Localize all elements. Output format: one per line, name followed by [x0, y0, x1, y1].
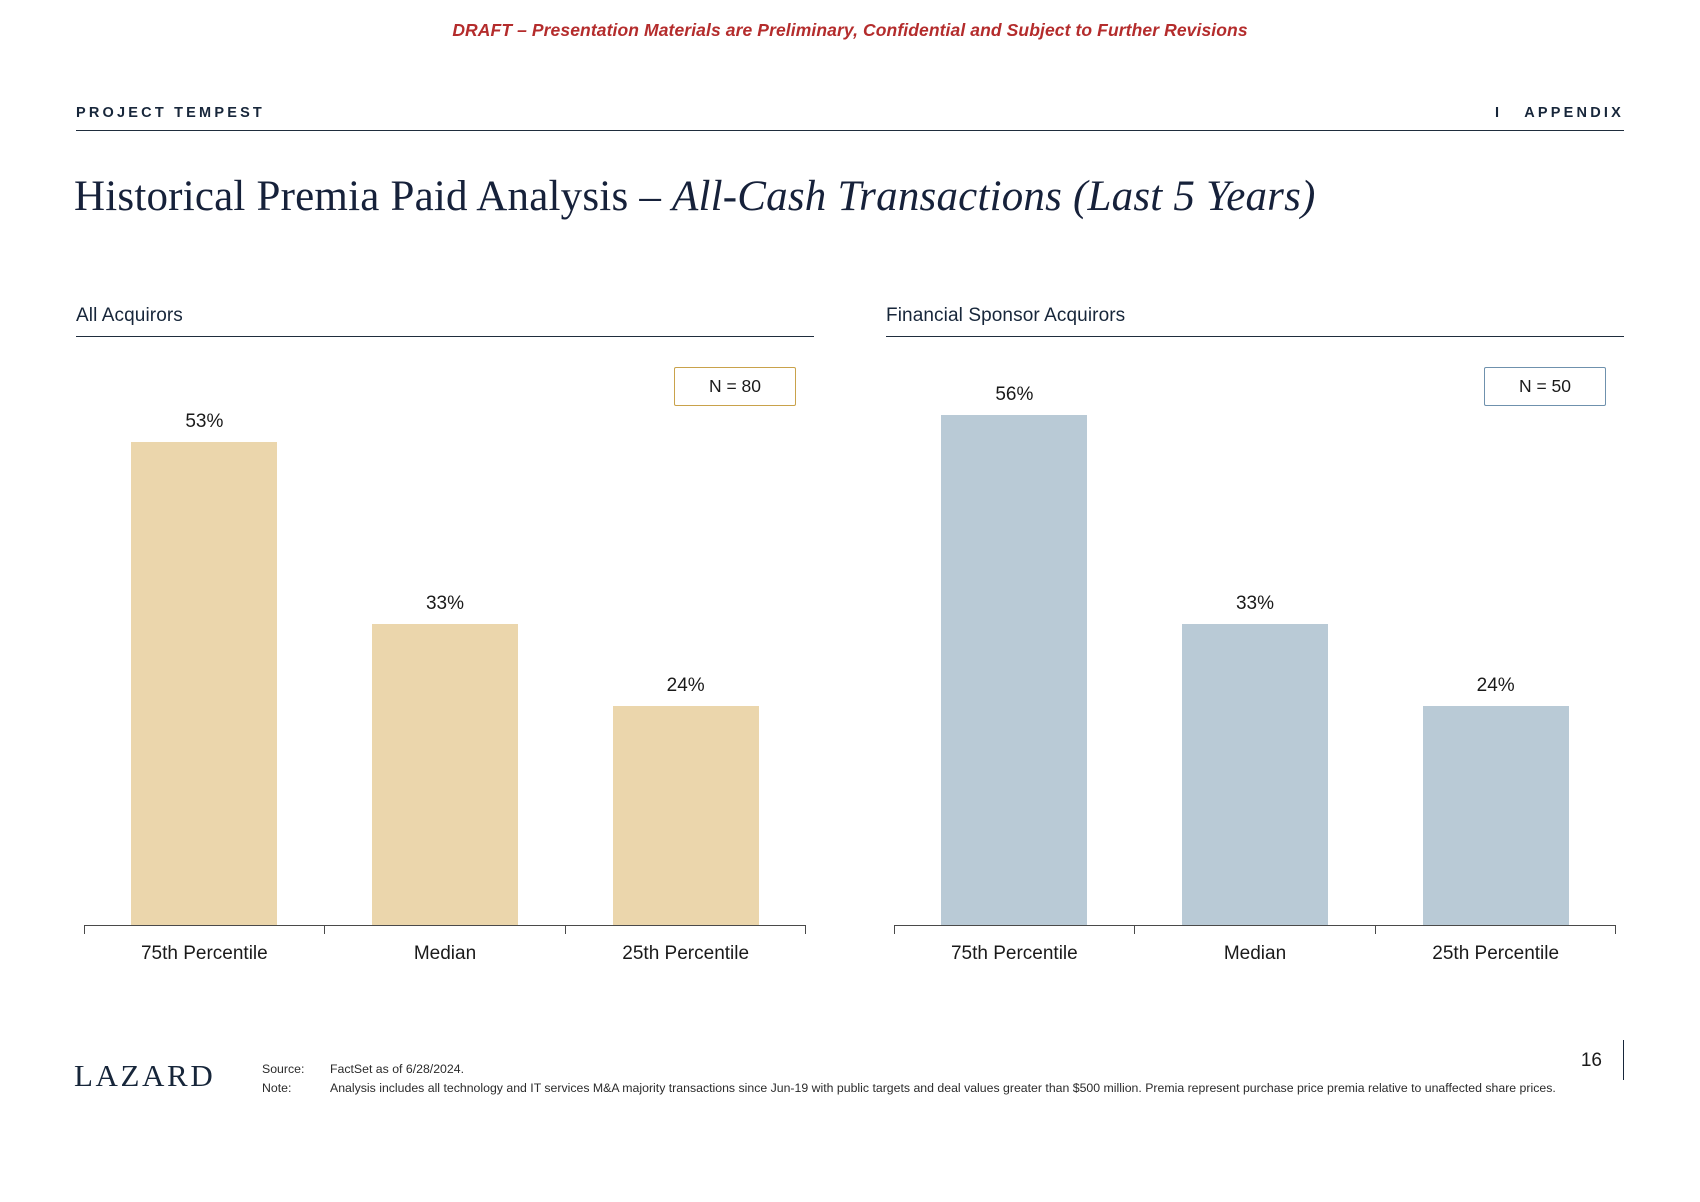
axis-tick	[1134, 925, 1135, 934]
bar-slot	[1375, 360, 1616, 925]
x-axis-categories-left	[84, 943, 806, 965]
x-axis-categories-right	[894, 943, 1616, 965]
bar-slot	[84, 360, 325, 925]
axis-tick	[565, 925, 566, 934]
bar	[372, 624, 518, 925]
page-number: 16	[1580, 1050, 1602, 1071]
section-indicator	[1495, 105, 1624, 121]
x-axis-label: 25th Percentile	[1432, 943, 1560, 964]
axis-tick	[894, 925, 895, 934]
x-axis-label: Median	[1223, 943, 1287, 964]
axis-tick	[805, 925, 806, 934]
bar-value-label: 24%	[1476, 675, 1515, 696]
bar-slot	[325, 360, 566, 925]
axis-tick	[84, 925, 85, 934]
section-label: APPENDIX	[1524, 105, 1624, 121]
source-row	[262, 1060, 1582, 1078]
bar	[131, 442, 277, 925]
note-value: Analysis includes all technology and IT services M&A majority transactions since Jun-19 with public targets and deal values greater than $500 million. Premia represent purchase price premia relative to unaffected share prices.	[330, 1080, 1556, 1095]
chart-all-acquirors	[76, 350, 814, 990]
bar	[1423, 706, 1569, 925]
bar	[941, 415, 1087, 925]
panel-rule-left	[76, 336, 814, 337]
page-title	[74, 172, 1316, 221]
sample-size-badge-right: N = 50	[1484, 367, 1606, 406]
page-number-divider	[1623, 1040, 1624, 1080]
x-axis-label: 75th Percentile	[950, 943, 1078, 964]
chart-plot-right	[894, 360, 1616, 925]
page-title-main: Historical Premia Paid Analysis –	[74, 173, 672, 220]
note-row	[262, 1079, 1582, 1097]
bar-value-label: 56%	[995, 384, 1034, 405]
chart-financial-sponsor-acquirors	[886, 350, 1624, 990]
bar-slot	[894, 360, 1135, 925]
panel-rule-right	[886, 336, 1624, 337]
bar	[613, 706, 759, 925]
bar-slot	[565, 360, 806, 925]
panel-financial-sponsor-acquirors	[886, 305, 1624, 1005]
bar-slot	[1135, 360, 1376, 925]
bar-value-label: 33%	[425, 593, 465, 614]
x-axis-line	[84, 925, 806, 926]
axis-tick	[1375, 925, 1376, 934]
project-name: PROJECT TEMPEST	[76, 105, 265, 121]
panel-title-right: Financial Sponsor Acquirors	[886, 305, 1126, 326]
axis-tick	[324, 925, 325, 934]
page-title-italic: All-Cash Transactions (Last 5 Years)	[672, 173, 1316, 220]
chart-plot-left	[84, 360, 806, 925]
bar	[1182, 624, 1328, 925]
x-axis-label: 25th Percentile	[622, 943, 750, 964]
bar-value-label: 24%	[666, 675, 705, 696]
x-axis-label: Median	[413, 943, 477, 964]
sample-size-badge-left: N = 80	[674, 367, 796, 406]
bar-value-label: 33%	[1235, 593, 1275, 614]
source-key: Source:	[262, 1062, 305, 1077]
axis-tick	[1615, 925, 1616, 934]
x-axis-line	[894, 925, 1616, 926]
x-axis-label: 75th Percentile	[140, 943, 268, 964]
lazard-logo: LAZARD	[74, 1058, 216, 1093]
draft-disclaimer: DRAFT – Presentation Materials are Preliminary, Confidential and Subject to Further Revisions	[452, 20, 1248, 40]
slide-header	[76, 105, 1624, 131]
panel-title-left: All Acquirors	[76, 305, 183, 326]
bar-value-label: 53%	[185, 411, 224, 432]
source-value: FactSet as of 6/28/2024.	[330, 1062, 464, 1077]
note-key: Note:	[262, 1080, 292, 1095]
footnotes	[262, 1060, 1582, 1097]
panel-all-acquirors	[76, 305, 814, 1005]
section-number: I	[1495, 105, 1503, 121]
